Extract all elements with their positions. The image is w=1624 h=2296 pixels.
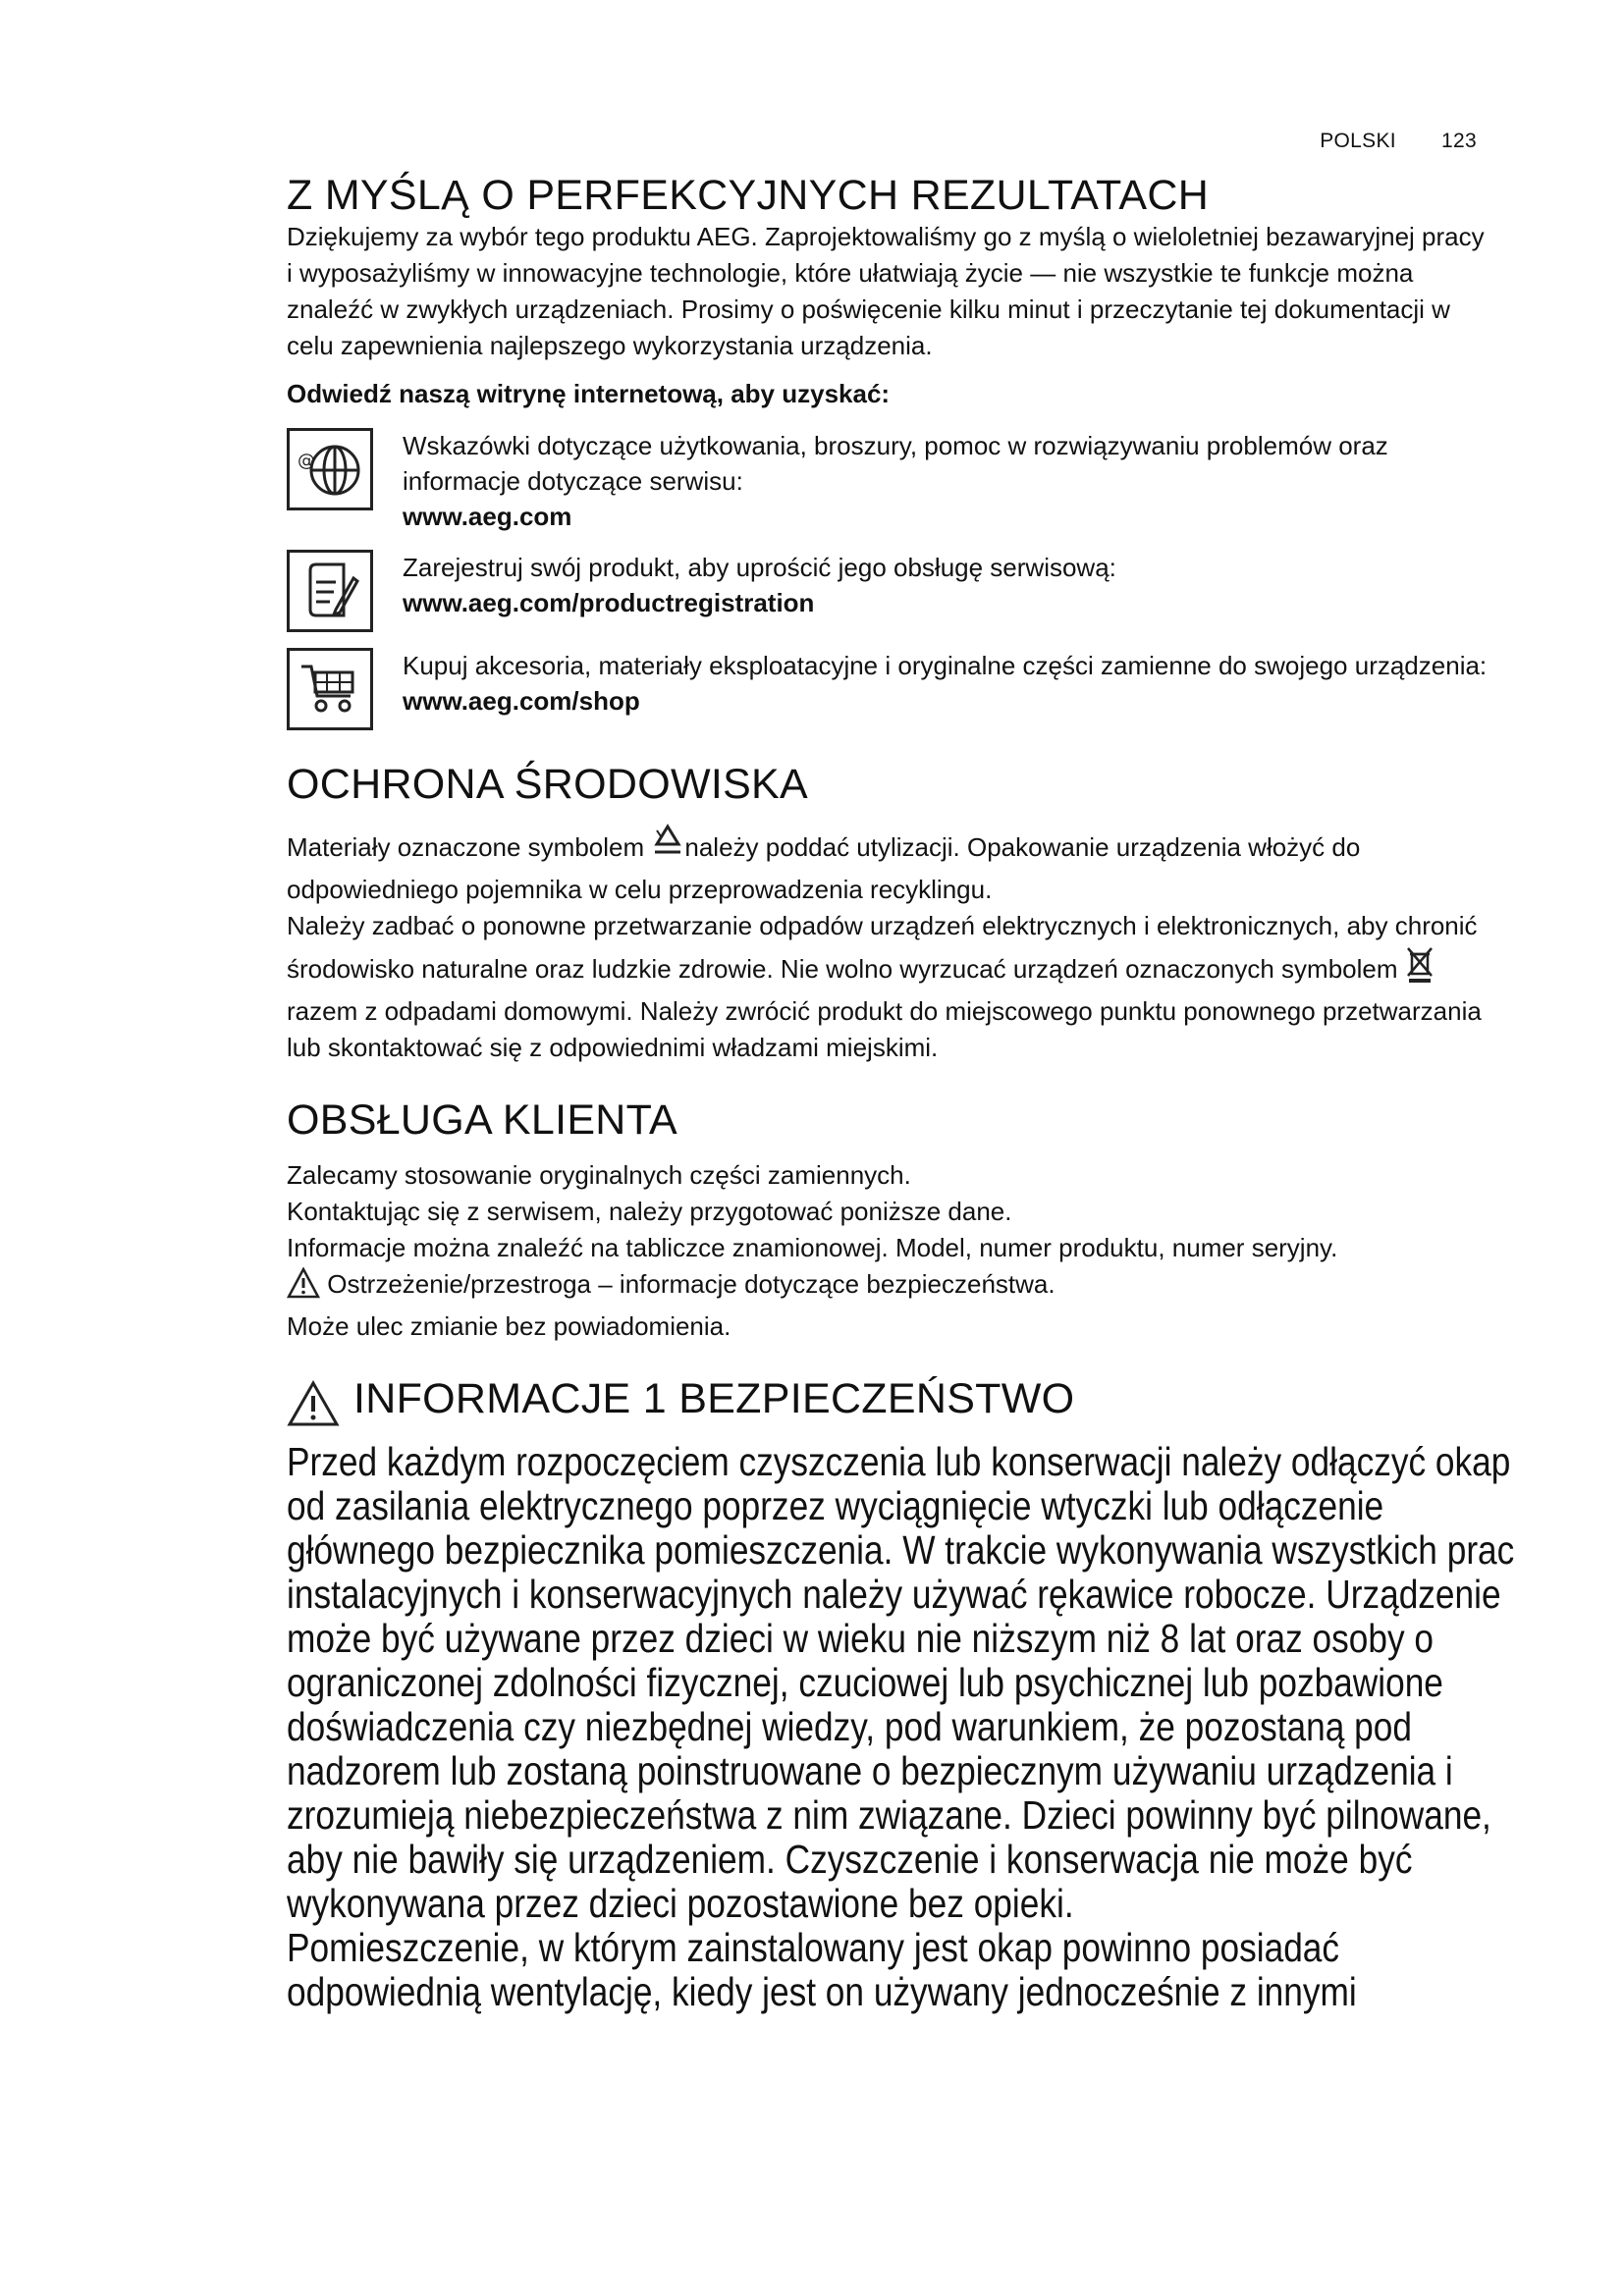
environment-text-1a: Materiały oznaczone symbolem [287, 831, 652, 862]
page-content [287, 172, 1515, 2015]
info-row-support [287, 428, 1494, 534]
environment-paragraph-1 [287, 823, 1494, 908]
warning-icon [287, 1380, 353, 1432]
shop-text: Kupuj akcesoria, materiały eksploatacyjne i oryginalne części zamienne do swojego urządzenia: [403, 651, 1488, 681]
page-number: 123 [1441, 130, 1477, 152]
section-title-perfect-results: Z MYŚLĄ O PERFEKCYJNYCH REZULTATACH [287, 172, 1210, 219]
service-line-4 [287, 1266, 1494, 1308]
svg-text:@: @ [298, 451, 315, 472]
service-line-3: Informacje można znaleźć na tabliczce znamionowej. Model, numer produktu, numer seryjny. [287, 1232, 1338, 1262]
section-title-customer-service: OBSŁUGA KLIENTA [287, 1095, 678, 1144]
service-line-1: Zalecamy stosowanie oryginalnych części zamiennych. [287, 1159, 911, 1190]
intro-paragraph: Dziękujemy za wybór tego produktu AEG. Zaprojektowaliśmy go z myślą o wieloletniej bezawaryjnej pracy i wyposażyliśmy w innowacyjne technologie, które ułatwiają życie — nie wszystkie te funkcje można znaleźć w zwykłych urządzeniach. Prosimy o poświęcenie kilku minut i przeczytanie tej dokumentacji w celu zapewnienia najlepszego wykorzystania urządzenia. [287, 222, 1485, 361]
registration-link[interactable]: www.aeg.com/productregistration [403, 588, 815, 618]
service-line-2: Kontaktując się z serwisem, należy przygotować poniższe dane. [287, 1196, 1012, 1226]
section-title-environment: OCHRONA ŚRODOWISKA [287, 761, 809, 809]
warning-text: Ostrzeżenie/przestroga – informacje dotyczące bezpieczeństwa. [327, 1268, 1056, 1299]
environment-text-1b: należy poddać utylizacji. Opakowanie urządzenia włożyć do odpowiedniego pojemnika w celu przeprowadzenia recyklingu. [287, 831, 1361, 904]
section-safety [287, 1374, 1515, 2015]
section-customer-service [287, 1097, 1494, 1345]
environment-paragraph-2 [287, 908, 1494, 1066]
section-title-safety: INFORMACJE 1 BEZPIECZEŃSTWO [353, 1374, 1075, 1422]
support-text: Wskazówki dotyczące użytkowania, broszury, pomoc w rozwiązywaniu problemów oraz informacje dotyczące serwisu: [403, 431, 1388, 497]
language-label: POLSKI [1320, 130, 1396, 152]
safety-body [287, 1440, 1520, 2014]
environment-text-2a: Należy zadbać o ponowne przetwarzanie odpadów urządzeń elektrycznych i elektronicznych, aby chronić środowisko naturalne oraz ludzkie zdrowie. Nie wolno wyrzucać urządzeń oznaczonych symbolem [287, 910, 1478, 984]
environment-text-2b: razem z odpadami domowymi. Należy zwrócić produkt do miejscowego punktu ponownego przetwarzania lub skontaktować się z odpowiednimi władzami miejskimi. [287, 995, 1482, 1062]
visit-heading: Odwiedź naszą witrynę internetową, aby uzyskać: [287, 379, 891, 409]
safety-paragraph-2: Pomieszczenie, w którym zainstalowany jest okap powinno posiadać odpowiednią wentylację, kiedy jest on używany jednocześnie z innymi [287, 1925, 1357, 2015]
safety-paragraph-1: Przed każdym rozpoczęciem czyszczenia lub konserwacji należy odłączyć okap od zasilania elektrycznego poprzez wyciągnięcie wtyczki lub odłączenie głównego bezpiecznika pomieszczenia. W trakcie wykonywania wszystkich prac instalacyjnych i konserwacyjnych należy używać rękawice robocze. Urządzenie może być używane przez dzieci w wieku nie niższym niż 8 lat oraz osoby o ograniczonej zdolności fizycznej, czuciowej lub psychicznej lub pozbawione doświadczenia czy niezbędnej wiedzy, pod warunkiem, że pozostaną pod nadzorem lub zostaną poinstruowane o bezpiecznym używaniu urządzenia i zrozumieją niebezpieczeństwa z nim związane. Dzieci powinny być pilnowane, aby nie bawiły się urządzeniem. Czyszczenie i konserwacja nie może być wykonywana przez dzieci pozostawione bez opieki. [287, 1439, 1515, 1927]
page-header [1320, 130, 1477, 153]
shopping-cart-icon [287, 648, 373, 730]
registration-text: Zarejestruj swój produkt, aby uprościć jego obsługę serwisową: [403, 553, 1116, 583]
safety-title-row [287, 1376, 1494, 1436]
section-environment [287, 762, 1494, 1065]
crossed-bin-icon [1405, 944, 1435, 993]
info-row-registration [287, 550, 1494, 632]
globe-icon [287, 428, 373, 510]
shop-link[interactable]: www.aeg.com/shop [403, 686, 640, 717]
info-row-shop [287, 648, 1494, 730]
support-link[interactable]: www.aeg.com [403, 502, 572, 532]
service-line-5: Może ulec zmianie bez powiadomienia. [287, 1310, 731, 1341]
warning-icon [287, 1267, 320, 1308]
registration-icon [287, 550, 373, 632]
recycle-icon [651, 823, 684, 872]
